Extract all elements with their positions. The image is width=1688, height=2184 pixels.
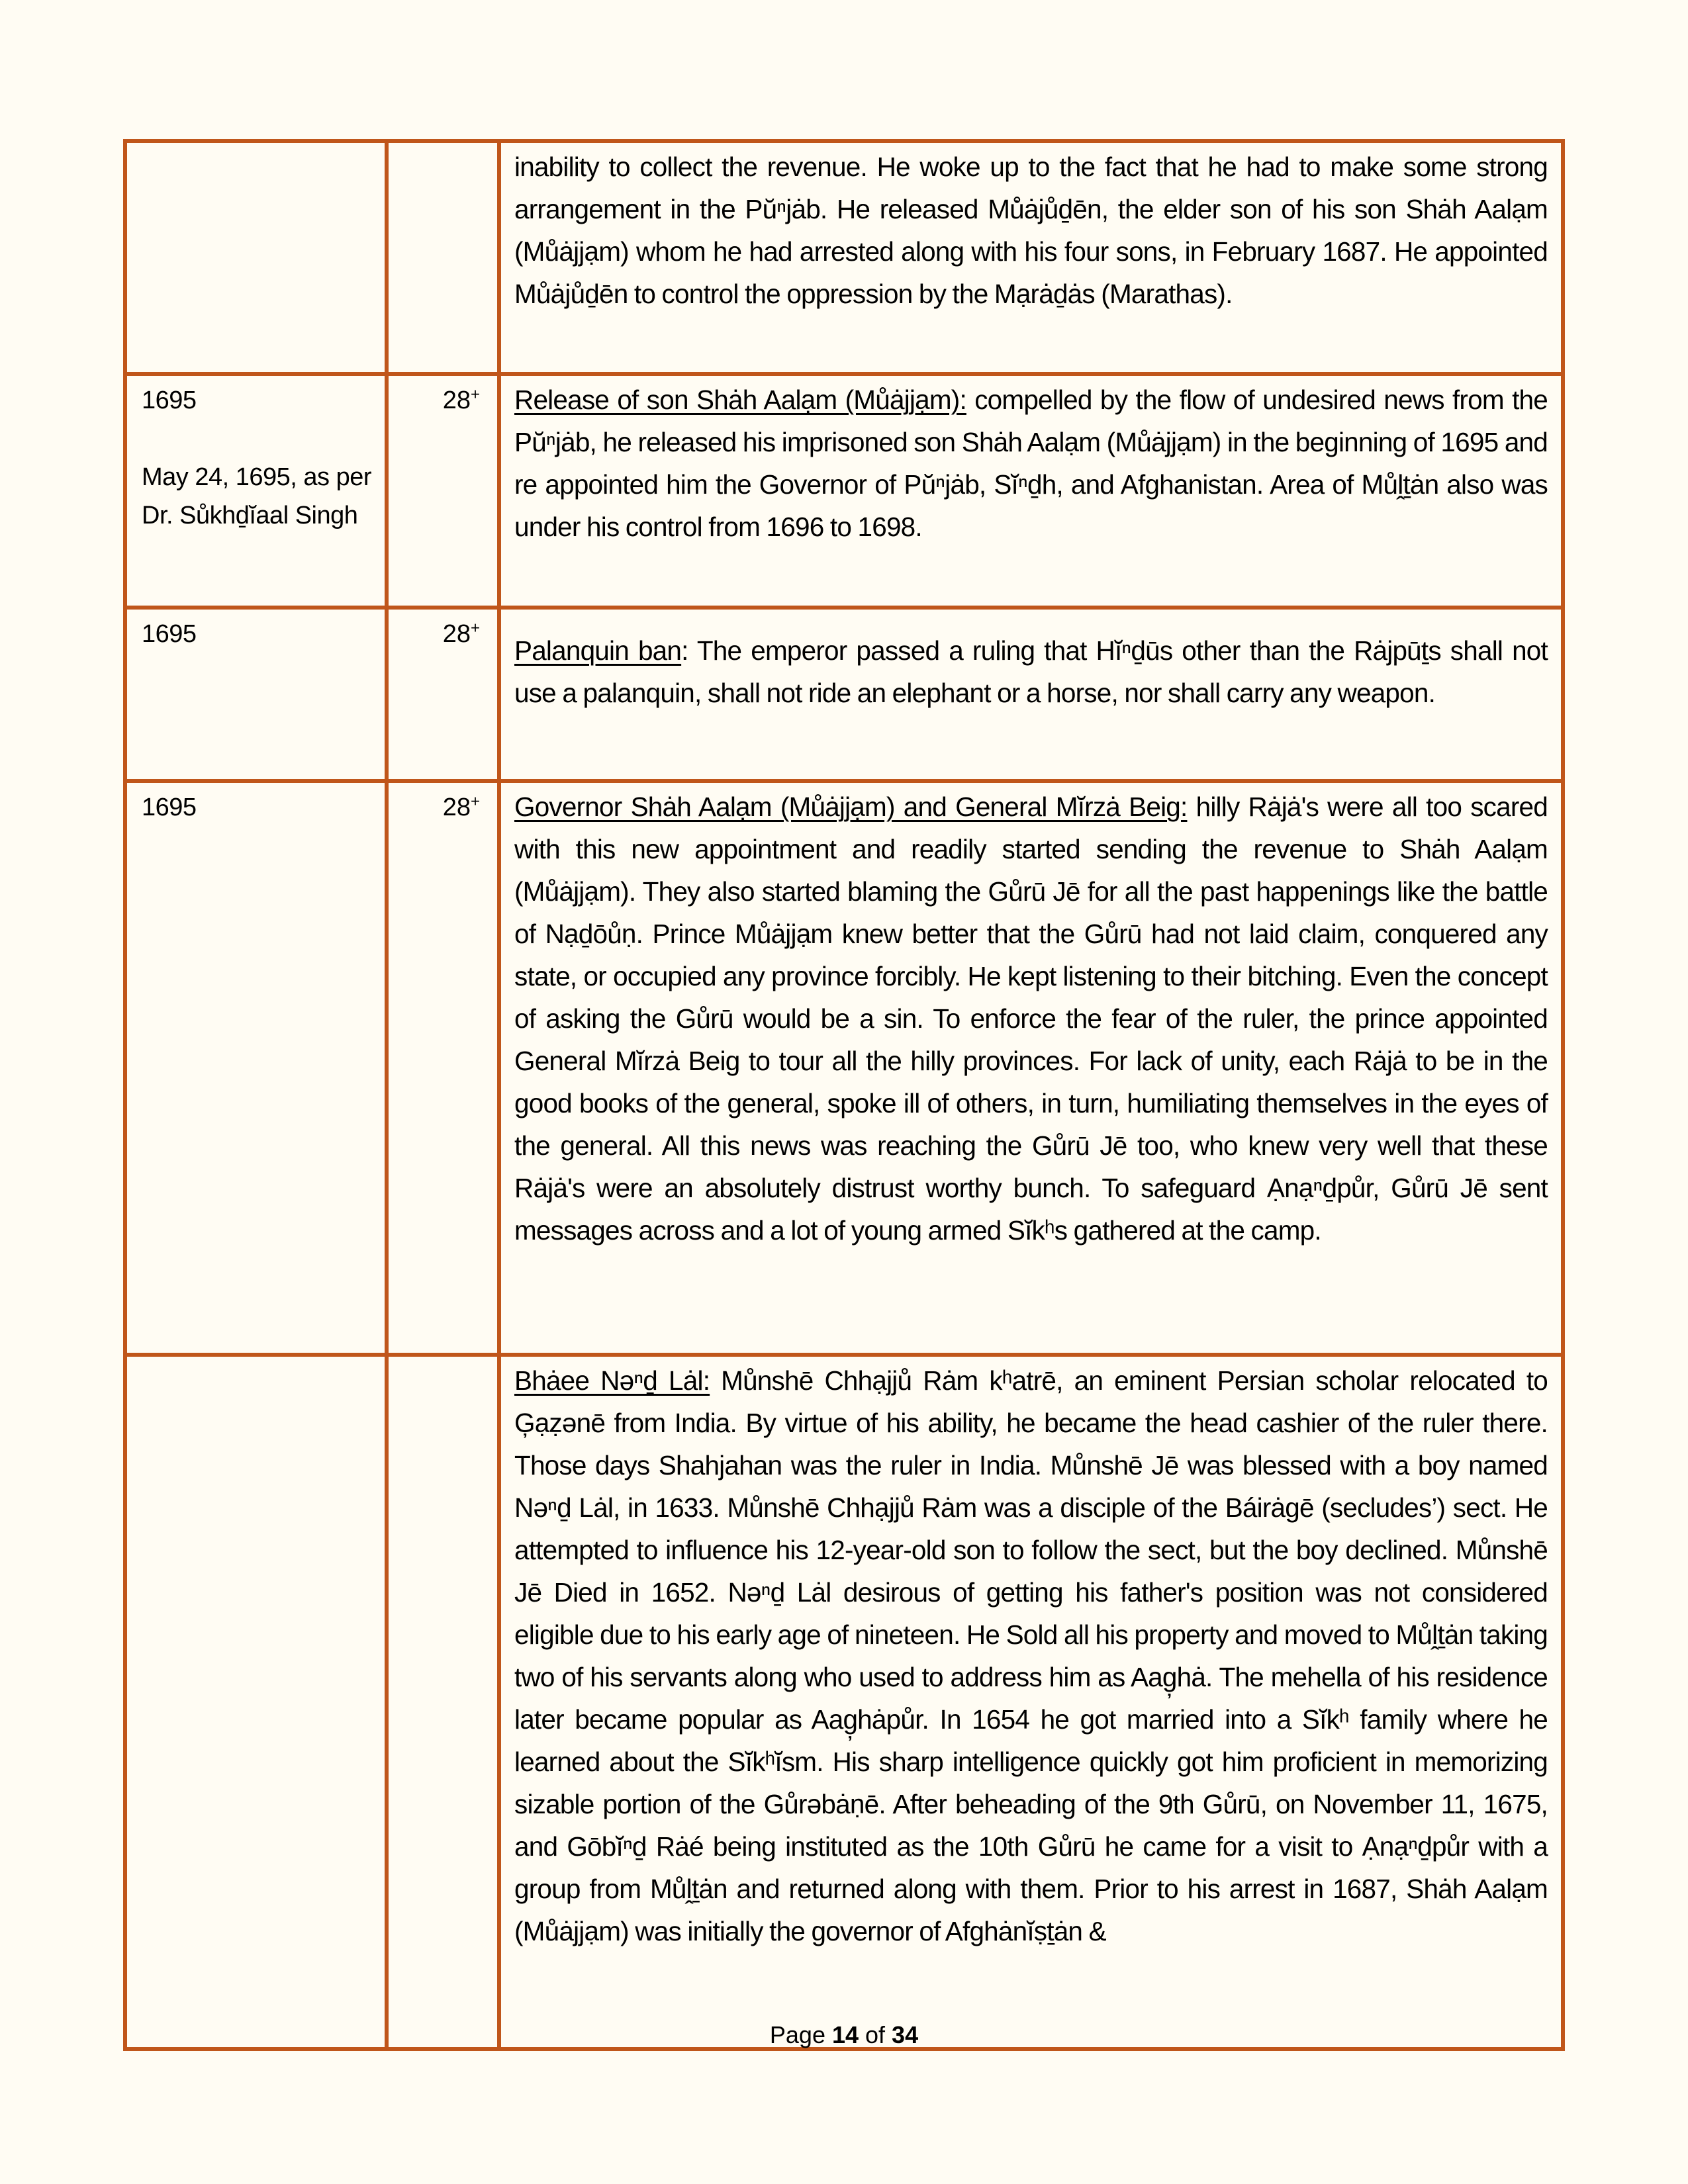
table-row xyxy=(125,608,1563,781)
date-cell xyxy=(125,608,387,781)
event-body: hilly Rȧjȧ's were all too scared with this new appointment and readily started sending the revenue to Shȧh Aalạm (Můȧjjạm). They also started blaming the Gůrū Jē for all the past happenings like the battle of Nạḏōůṇ. Prince Můȧjjạm knew better that the Gůrū had not laid claim, conquered any state, or occupied any province forcibly. He kept listening to their bitching. Even the concept of asking the Gůrū would be a sin. To enforce the fear of the ruler, the prince appointed General Mĭrzȧ Beig to tour all the hilly provinces. For lack of unity, each Rȧjȧ to be in the good books of the general, spoke ill of others, in turn, humiliating themselves in the eyes of the general. All this news was reaching the Gůrū Jē too, who knew very well that these Rȧjȧ's were an absolutely distrust worthy bunch. To safeguard Ạnạⁿḏpůr, Gůrū Jē sent messages across and a lot of young armed Sĭkʰs gathered at the camp. xyxy=(514,792,1548,1246)
event-cell xyxy=(499,141,1563,374)
age-cell xyxy=(387,608,499,781)
chronology-table xyxy=(123,139,1565,2051)
event-cell xyxy=(499,608,1563,781)
event-cell xyxy=(499,374,1563,608)
event-body: Můnshē Chhạjjů Rȧm kʰatrē, an eminent Persian scholar relocated to Ģạẓənē from India. By virtue of his ability, he became the head cashier of the ruler there. Those days Shahjahan was the ruler in India. Můnshē Jē was blessed with a boy named Nəⁿḏ Lȧl, in 1633. Můnshē Chhạjjů Rȧm was a disciple of the Báirȧgē (secludes’) sect. He attempted to influence his 12-year-old son to follow the sect, but the boy declined. Můnshē Jē Died in 1652. Nəⁿḏ Lȧl desirous of getting his father's position was not considered eligible due to his early age of nineteen. He Sold all his property and moved to Můḽṯȧn taking two of his servants along who used to address him as Aag̦hȧ. The mehella of his residence later became popular as Aag̦hȧpůr. In 1654 he got married into a Sĭkʰ family where he learned about the Sĭkʰĭsm. His sharp intelligence quickly got him proficient in memorizing sizable portion of the Gůrəbȧṇē. After beheading of the 9th Gůrū, on November 11, 1675, and Gōbĭⁿḏ Rȧé being instituted as the 10th Gůrū he came for a visit to Ạnạⁿḏpůr with a group from Můḽṯȧn and returned along with them. Prior to his arrest in 1687, Shȧh Aalạm (Můȧjjạm) was initially the governor of Afghȧnĭṣṯȧn & xyxy=(514,1365,1548,1946)
event-heading: Bhȧee Nəⁿḏ Lȧl: xyxy=(514,1365,710,1396)
age-text: 28 xyxy=(442,794,471,821)
event-cell xyxy=(499,1355,1563,2049)
date-text: 1695 xyxy=(142,794,197,821)
age-cell xyxy=(387,141,499,374)
date-cell xyxy=(125,1355,387,2049)
date-cell xyxy=(125,781,387,1355)
table-row xyxy=(125,374,1563,608)
event-description xyxy=(514,1359,1548,1952)
age-cell xyxy=(387,374,499,608)
event-cell xyxy=(499,781,1563,1355)
table-row xyxy=(125,141,1563,374)
table-row xyxy=(125,781,1563,1355)
event-description xyxy=(514,146,1548,315)
current-page-number: 14 xyxy=(831,2021,859,2048)
date-text: 1695 xyxy=(142,620,197,648)
age-text: 28 xyxy=(442,620,471,648)
age-cell xyxy=(387,781,499,1355)
date-text: 1695 xyxy=(142,387,197,414)
table-row xyxy=(125,1355,1563,2049)
event-heading: Palanquin ban xyxy=(514,635,682,666)
age-superscript: + xyxy=(470,619,480,637)
date-cell xyxy=(125,141,387,374)
date-cell xyxy=(125,374,387,608)
event-heading: Release of son Shȧh Aalạm (Můȧjjạm): xyxy=(514,385,966,415)
date-note: May 24, 1695, as per Dr. Sůkhḏĭaal Singh xyxy=(142,463,371,529)
event-body: inability to collect the revenue. He woke up to the fact that he had to make some strong arrangement in the Pŭⁿjȧb. He released Mů̇ȧjůḏēn, the elder son of his son Shȧh Aalạm (Můȧjjạm) whom he had arrested along with his four sons, in February 1687. He appointed Můȧjůḏēn to control the oppression by the Mạrȧḏȧs (Marathas). xyxy=(514,152,1548,309)
event-description xyxy=(514,786,1548,1251)
event-description xyxy=(514,612,1548,714)
age-cell xyxy=(387,1355,499,2049)
age-superscript: + xyxy=(470,385,480,404)
event-body: compelled by the flow of undesired news from the Pŭⁿjȧb, he released his imprisoned son Shȧh Aalạm (Můȧjjạm) in the beginning of 1695 and re appointed him the Governor of Pŭⁿjȧb, Sĭⁿḏh, and Afghanistan. Area of Můḽṯȧn also was under his control from 1696 to 1698. xyxy=(514,385,1548,542)
event-heading: Governor Shȧh Aalạm (Můȧjjạm) and General Mĭrzȧ Beig: xyxy=(514,792,1188,822)
age-superscript: + xyxy=(470,792,480,811)
event-body: : The emperor passed a ruling that Hĭⁿḏūs other than the Rȧjpūṯs shall not use a palanquin, shall not ride an elephant or a horse, nor shall carry any weapon. xyxy=(514,635,1548,708)
event-description xyxy=(514,379,1548,548)
age-text: 28 xyxy=(442,387,471,414)
total-pages-number: 34 xyxy=(892,2021,919,2048)
page-footer xyxy=(0,2021,1688,2050)
page-of-label: of xyxy=(859,2021,892,2048)
page-label: Page xyxy=(769,2021,832,2048)
